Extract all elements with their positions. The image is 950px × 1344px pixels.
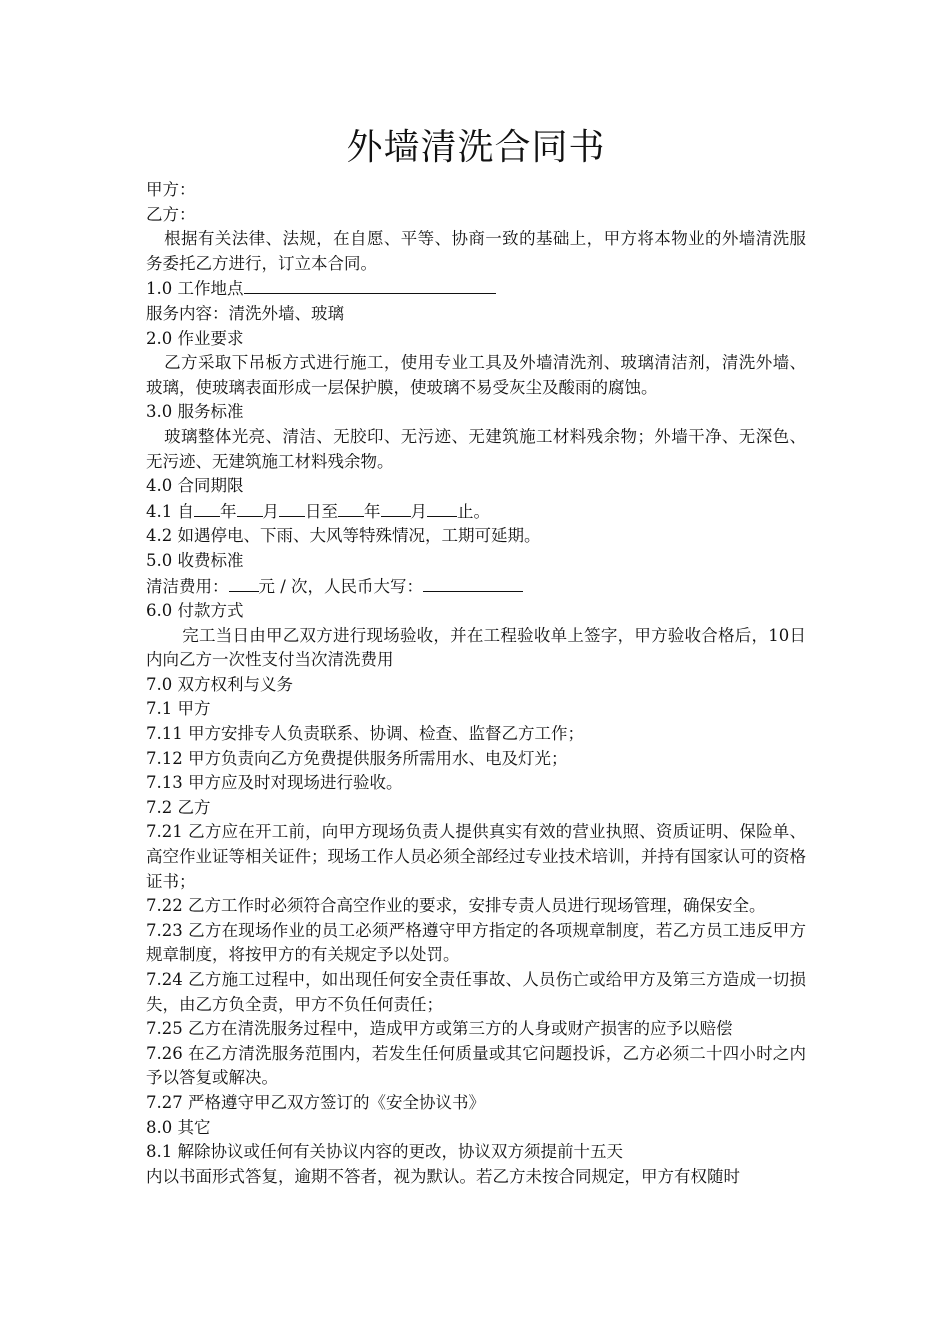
period-text-from: 4.1 自 [146, 501, 194, 521]
start-month-blank [237, 499, 263, 517]
party-a-duty-item: 7.12 甲方负责向乙方免费提供服务所需用水、电及灯光； [146, 748, 568, 768]
party-b-duty-item: 7.27 严格遵守甲乙双方签订的《安全协议书》 [146, 1092, 485, 1112]
section-1-heading [146, 276, 806, 302]
end-month-blank [381, 499, 411, 517]
party-a-duty-item: 7.13 甲方应及时对现场进行验收。 [146, 773, 403, 793]
party-a-line: 甲方： [146, 180, 196, 199]
party-b-duty-item: 7.26 在乙方清洗服务范围内，若发生任何质量或其它问题投诉，乙方必须二十四小时之内予以答复或解决。 [146, 1043, 806, 1088]
work-location-blank [244, 276, 496, 294]
end-year-blank [338, 499, 364, 517]
section-6-heading: 6.0 付款方式 [146, 601, 244, 621]
extension-clause: 4.2 如遇停电、下雨、大风等特殊情况，工期可延期。 [146, 526, 541, 546]
fee-words-blank [423, 574, 523, 592]
section-4-heading: 4.0 合同期限 [146, 476, 244, 496]
period-text-end-month: 月 [410, 501, 427, 521]
fee-label: 清洁费用： [146, 576, 229, 596]
contract-period-line [146, 499, 806, 525]
party-a-duty-item: 7.11 甲方安排专人负责联系、协调、检查、监督乙方工作； [146, 724, 584, 744]
party-b-duties-heading: 7.2 乙方 [146, 797, 211, 817]
party-b-duty-item: 7.23 乙方在现场作业的员工必须严格遵守甲方指定的各项规章制度，若乙方员工违反甲方规章制度，将按甲方的有关规定予以处罚。 [146, 920, 806, 965]
service-content-line: 服务内容：清洗外墙、玻璃 [146, 303, 344, 323]
start-year-blank [194, 499, 220, 517]
party-b-line: 乙方： [146, 204, 196, 224]
preamble-paragraph: 根据有关法律、法规，在自愿、平等、协商一致的基础上，甲方将本物业的外墙清洗服务委托乙方进行，订立本合同。 [146, 229, 806, 273]
section-3-heading: 3.0 服务标准 [146, 402, 244, 422]
end-day-blank [427, 499, 457, 517]
period-text-month: 月 [262, 501, 279, 521]
period-text-end-year: 年 [364, 501, 381, 521]
section-2-body: 乙方采取下吊板方式进行施工，使用专业工具及外墙清洗剂、玻璃清洁剂，清洗外墙、玻璃，使玻璃表面形成一层保护膜，使玻璃不易受灰尘及酸雨的腐蚀。 [146, 353, 806, 397]
period-text-to: 日至 [305, 501, 338, 521]
fee-unit-label: 元 / 次，人民币大写： [258, 576, 424, 596]
section-8-clause-1: 8.1 解除协议或任何有关协议内容的更改，协议双方须提前十五天 [146, 1142, 623, 1162]
section-2-heading: 2.0 作业要求 [146, 328, 244, 348]
period-text-end: 止。 [457, 501, 490, 521]
party-b-duty-item: 7.21 乙方应在开工前，向甲方现场负责人提供真实有效的营业执照、资质证明、保险单、高空作业证等相关证件；现场工作人员必须全部经过专业技术培训，并持有国家认可的资格证书； [146, 822, 806, 891]
start-day-blank [279, 499, 305, 517]
section-5-heading: 5.0 收费标准 [146, 550, 244, 570]
contract-page [146, 118, 806, 1189]
party-b-duty-item: 7.22 乙方工作时必须符合高空作业的要求，安排专责人员进行现场管理，确保安全。 [146, 896, 766, 916]
document-title: 外墙清洗合同书 [346, 127, 606, 168]
party-a-duties-heading: 7.1 甲方 [146, 699, 211, 719]
section-8-clause-1-continued: 内以书面形式答复，逾期不答者，视为默认。若乙方未按合同规定，甲方有权随时 [146, 1166, 740, 1186]
period-text-year: 年 [220, 501, 237, 521]
section-7-heading: 7.0 双方权利与义务 [146, 674, 293, 694]
fee-line [146, 574, 806, 600]
section-1-heading-text: 1.0 工作地点 [146, 279, 244, 299]
party-b-duty-item: 7.24 乙方施工过程中，如出现任何安全责任事故、人员伤亡或给甲方及第三方造成一切损失，由乙方负全责，甲方不负任何责任； [146, 970, 806, 1014]
section-6-body: 完工当日由甲乙双方进行现场验收，并在工程验收单上签字，甲方验收合格后，10日内向乙方一次性支付当次清洗费用 [146, 625, 806, 670]
fee-amount-blank [229, 574, 259, 592]
section-3-body: 玻璃整体光亮、清洁、无胶印、无污迹、无建筑施工材料残余物；外墙干净、无深色、无污迹、无建筑施工材料残余物。 [146, 426, 806, 471]
section-8-heading: 8.0 其它 [146, 1117, 211, 1137]
party-b-duty-item: 7.25 乙方在清洗服务过程中，造成甲方或第三方的人身或财产损害的应予以赔偿 [146, 1019, 733, 1039]
